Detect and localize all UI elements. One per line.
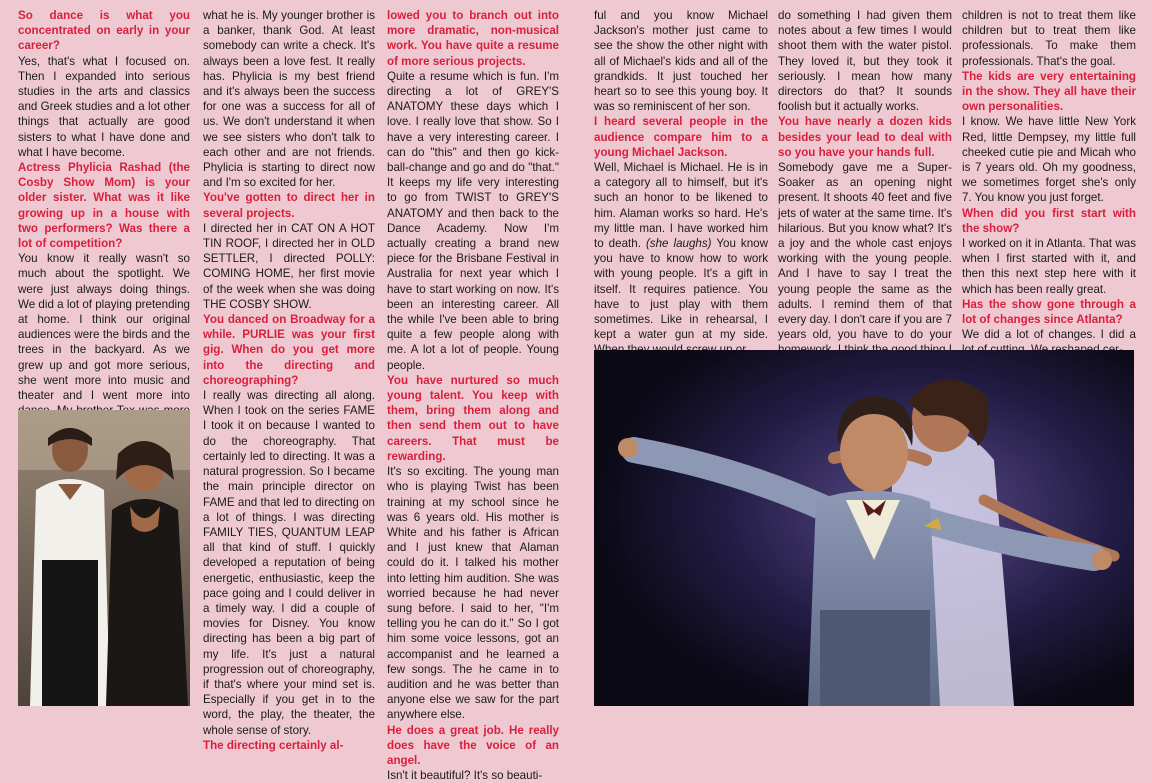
column-6: [962, 8, 1136, 348]
question-paragraph: When did you first start with the show?: [962, 206, 1136, 235]
answer-paragraph: what he is. My younger brother is a banker, thank God. At least somebody can write a check. It's always been a love fest. It really has. Phylicia is my best friend and it's always been the success for one was a success for all of us. We don't understand it when we see sisters who don't talk to each other and are not friends. Phylicia is starting to direct now and I'm so excited for her.: [203, 9, 375, 190]
answer-paragraph: [594, 160, 768, 358]
column-4: [594, 8, 768, 348]
question-paragraph: The kids are very entertaining in the show. They all have their own personalities.: [962, 69, 1136, 114]
answer-paragraph: I know. We have little New York Red, little Dempsey, my little full cheeked cutie pie and Micah who is 7 years old. Oh my goodness, we sometimes forget she's only 7. You know you just forget.: [962, 115, 1136, 205]
answer-paragraph: Somebody gave me a Super-Soaker as an opening night present. It shoots 40 feet and five jets of water at the same time. It's hilarious. But you know what? It's a joy and the whole cast enjoys working with the young people. And I have to say I treat the young people the same as the adults. I remind them of that every day. I don't care if you are 7 years old, you have to do your: [778, 161, 952, 342]
answer-text: You know you have to know how to work with young people. It's a gift in itself. It requires patience. You have to just play with them sometimes. Like in rehearsal, I kept a water gun at my side.: [594, 237, 768, 342]
answer-paragraph: It's so exciting. The young man who is playing Twist has been training at my school since he was 6 years old. His mother is White and his father is African and I just knew that Alaman could do it. I talked his mother into letting him audition. She was worried because he had never sung before. I said to her, "I'm telling you he can do it." So I got him some voice lessons, got an accompanist and he learned a few songs. The he came in to audition and he was better than anyone else we saw for the part anywhere else.: [387, 465, 559, 722]
answer-paragraph: ful and you know Michael Jackson's mother just came to see the show the other night with all of Michael's kids and all of the grandkids. It just touched her heart so to see this young boy. It was so reminiscent of her son.: [594, 9, 768, 114]
answer-paragraph: children is not to treat them like children but to treat them like professionals. To make them professionals. That's the goal.: [962, 9, 1136, 68]
question-paragraph: He does a great job. He really does have the voice of an angel.: [387, 723, 559, 767]
question-paragraph: You've gotten to direct her in several projects.: [203, 191, 375, 220]
answer-paragraph: I directed her in CAT ON A HOT TIN ROOF, I directed her in OLD SETTLER, I directed POLLY: COMING HOME, her first movie of the week when she was doing THE COSBY SHOW.: [203, 221, 375, 311]
answer-paragraph: Quite a resume which is fun. I'm directing a lot of GREY'S ANATOMY these days which I love. I really love that show. So I have a very interesting career. I can do "this" and then go kick-ball-change and go and do "that." It keeps my life very interesting to go from TWIST to GREY'S ANATOMY and then back to the Dance Academy. Now I'm actually creating a brand new piece for the Brisbane Festival in Australia for next year which I have to start working on now. It's been an interesting career. All the while I've been able to bring quite a few people along with me. A lot a lot of people. Young people.: [387, 69, 559, 372]
photo-sisters: [18, 410, 190, 706]
photo-stage-performance: [594, 350, 1134, 706]
question-paragraph: Actress Phylicia Rashad (the Cosby Show Mom) is your older sister. What was it like growing up in a house with two performers? Was there a lot of competition?: [18, 161, 190, 251]
answer-paragraph: do something I had given them notes about a few times I would shoot them with the water pistol. They loved it, but they took it seriously. I mean how many directors do that? It sounds foolish but it actually works.: [778, 9, 952, 114]
question-paragraph: You danced on Broadway for a while. PURLIE was your first gig. When do you get more into the directing and choreographing?: [203, 313, 375, 387]
question-paragraph: I heard several people in the audience compare him to a young Michael Jackson.: [594, 115, 768, 159]
question-paragraph: You have nurtured so much young talent. You keep with them, bring them along and then send them out to have careers. That must be rewarding.: [387, 373, 559, 463]
answer-paragraph: I worked on it in Atlanta. That was when I first started with it, and then this next step here with it which has been really great.: [962, 237, 1136, 296]
question-paragraph: lowed you to branch out into more dramatic, non-musical work. You have quite a resume of more serious projects.: [387, 9, 559, 68]
answer-paragraph: We did a lot of changes. I did a: [962, 328, 1136, 342]
answer-paragraph: Isn't it beautiful? It's so beauti-: [387, 769, 543, 783]
answer-paragraph: You know it really wasn't so much about the spotlight. We were just always doing things. We did a lot of playing pretending at home. I think our original audiences were the birds and the trees in the backyard. As we grew up and got more serious, she went more into music and theater and I went more into: [18, 252, 190, 403]
question-paragraph: Has the show gone through a lot of changes since Atlanta?: [962, 297, 1136, 327]
answer-paragraph: Yes, that's what I focused on. Then I expanded into serious studies in the arts and classics and Greek studies and a lot other things that actually are good sisters to what I have done and what I have become.: [18, 54, 190, 159]
answer-paragraph: I really was directing all along. When I took on the series FAME I took it on because I wanted to do the choreography. That certainly led to directing. It was a natural progression. So I became the main principle director on FAME and that led to directing on a lot of things. I was directing FAMILY TIES, QUANTUM LEAP all that kind of stuff. I quickly developed a reputation of being energetic, enthusiastic, keep the pace going and I could deliver in a timely way. I did a couple of movies for Disney. You know directing has been a big part of my life. It's just a natural progression out of choreography, if that's where your mind set is. Especially if you get in to the word, the play, the theater, the whole sense of story.: [203, 389, 375, 737]
question-paragraph: So dance is what you concentrated on early in your career?: [18, 9, 190, 53]
stage-aside: (she laughs): [645, 237, 712, 251]
column-2: [203, 8, 375, 752]
question-paragraph: The directing certainly al-: [203, 738, 344, 752]
question-paragraph: You have nearly a dozen kids besides your lead to deal with so you have your hands full.: [778, 115, 952, 159]
column-1: [18, 8, 190, 406]
answer-text: Well, Michael is Michael. He is in a category all to himself, but it's such an honor to be likened to him. Alaman works so hard. He's my little man. I have worked him to death.: [594, 161, 768, 251]
column-5: [778, 8, 952, 348]
column-3: [387, 8, 559, 783]
